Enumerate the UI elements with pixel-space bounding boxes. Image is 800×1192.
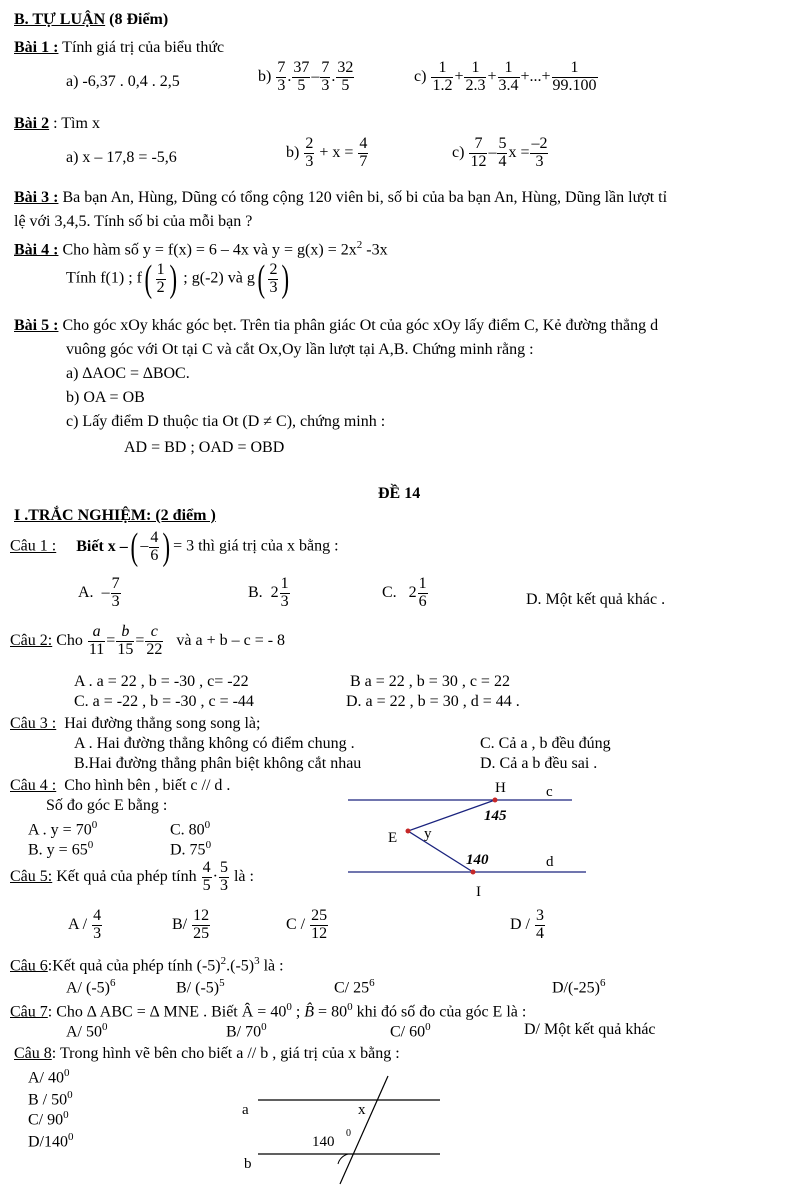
section-b-heading	[14, 12, 168, 28]
de14-title: ĐỀ 14	[378, 485, 421, 502]
cau8-option-a: A/ $40^0$	[28, 1067, 70, 1087]
bai5-a: a) ∆AOC = ∆BOC.	[66, 365, 190, 382]
cau2-option-c: C. a = -22 , b = -30 , c = -44	[74, 693, 254, 710]
label-e: E	[388, 830, 398, 846]
label-h: H	[495, 780, 506, 796]
cau6-option-c: C/ $25^6$	[334, 977, 375, 997]
cau4-option-d: D. $75^0$	[170, 839, 212, 859]
cau1-option-b: B. 2 $\frac{1}{3}$	[248, 575, 289, 610]
cau2-option-b: B a = 22 , b = 30 , c = 22	[350, 673, 510, 690]
bai2-heading: Bài 2 : Tìm x	[14, 115, 100, 132]
cau7-option-b: B/ $70^0$	[226, 1021, 267, 1041]
bai5-c2: AD = BD ; OAD = OBD	[124, 439, 285, 456]
bai1-a: a) -6,37 . 0,4 . 2,5	[66, 73, 180, 90]
cau3-option-d: D. Cả a b đều sai .	[480, 755, 598, 772]
bai2-c: c) $\frac{7}{12}$ – $\frac{5}{4}$ x = $\frac{-2}{3}$	[452, 135, 548, 170]
bai5-line2: vuông góc với Ot tại C và cắt Ox,Oy lần lượt tại A,B. Chứng minh rằng :	[66, 341, 534, 358]
bai1-text: Tính giá trị của biểu thức	[62, 39, 225, 56]
bai1-label: Bài 1 :	[14, 39, 59, 56]
label-d: d	[546, 854, 554, 870]
label-145: 145	[484, 808, 507, 824]
cau1-option-a: A. – $\frac{7}{3}$	[78, 575, 120, 610]
bai1-heading	[14, 40, 224, 56]
section-b-title: B. TỰ LUẬN	[14, 11, 106, 28]
bai4-line1: Bài 4 : Cho hàm số y = f(x) = 6 – 4x và $y = g(x) = 2x^2$ -3x	[14, 239, 388, 259]
bai1-b: b) $\frac{7}{3}$ . $\frac{37}{5}$ – $\frac{7}{3}$ . $\frac{32}{5}$	[258, 59, 354, 94]
label-a: a	[242, 1102, 249, 1118]
cau4-option-c: C. $80^0$	[170, 819, 211, 839]
cau5-question: Câu 5: Kết quả của phép tính $\frac{4}{5}$ · $\frac{5}{3}$ là :	[10, 859, 254, 894]
bai1-c: c) $\frac{1}{1.2}$ + $\frac{1}{2.3}$ + $\frac{1}{3.4}$ +...+ $\frac{1}{99.100}$	[414, 59, 597, 94]
bai2-b: b) $\frac{2}{3}$ + x = $\frac{4}{7}$	[286, 135, 368, 170]
cau3-option-a: A . Hai đường thẳng không có điểm chung .	[74, 735, 355, 752]
cau4-option-a: A . $y = 70^0$	[28, 819, 98, 839]
angle-arc	[338, 1154, 348, 1164]
cau4-figure	[340, 776, 600, 906]
cau8-question: Câu 8: Trong hình vẽ bên cho biết a // b , giá trị của x bằng :	[14, 1045, 400, 1062]
cau4-option-b: B. $y = 65^0$	[28, 839, 94, 859]
cau4-q: Số đo góc E bằng :	[46, 797, 168, 814]
label-c: c	[546, 784, 553, 800]
cau7-option-a: A/ $50^0$	[66, 1021, 108, 1041]
cau6-option-d: $D/(-25)^6$	[552, 977, 606, 997]
cau3-option-b: B.Hai đường thẳng phân biệt không cắt nhau	[74, 755, 362, 772]
de14-section1: I .TRẮC NGHIỆM: (2 điểm )	[14, 507, 216, 524]
cau4-question: Câu 4 : Cho hình bên , biết c // d .	[10, 777, 231, 794]
cau8-option-b: B / $50^0$	[28, 1089, 73, 1109]
label-140: 140	[466, 852, 489, 868]
label-b: b	[244, 1156, 252, 1172]
point-e	[406, 829, 411, 834]
bai3-line2: lệ với 3,4,5. Tính số bi của mỗi bạn ?	[14, 213, 253, 230]
cau8-figure	[236, 1072, 456, 1190]
cau6-option-a: A/ $(-5)^6$	[66, 977, 116, 997]
bai3-line1: Bài 3 : Ba bạn An, Hùng, Dũng có tổng cộng 120 viên bi, số bi của ba bạn An, Hùng, Dũng lần lượt tỉ	[14, 189, 668, 206]
bai5-b: b) OA = OB	[66, 389, 145, 406]
cau3-question: Câu 3 : Hai đường thẳng song song là;	[10, 715, 261, 732]
cau6-option-b: B/ $(-5)^5$	[176, 977, 225, 997]
cau7-option-c: C/ $60^0$	[390, 1021, 431, 1041]
cau6-question: Câu 6:Kết quả của phép tính $(-5)^2.(-5)^3$ là :	[10, 955, 284, 975]
cau5-option-b: B/ $\frac{12}{25}$	[172, 907, 210, 942]
section-b-points: (8 Điểm)	[109, 11, 169, 28]
cau5-option-a: A / $\frac{4}{3}$	[68, 907, 102, 942]
cau5-option-c: C / $\frac{25}{12}$	[286, 907, 328, 942]
cau2-option-d: D. a = 22 , b = 30 , d = 44 .	[346, 693, 520, 710]
bai5-line1: Bài 5 : Cho góc xOy khác góc bẹt. Trên tia phân giác Ot của góc xOy lấy điểm C, Kẻ đường thẳng d	[14, 317, 659, 334]
label-140: 140	[312, 1134, 335, 1150]
cau7-question: Câu 7: Cho ∆ ABC = ∆ MNE . Biết Â = $40^0$ ; B̂ = $80^0$ khi đó số đo của góc E là :	[10, 1001, 527, 1021]
cau1-option-c: C. 2 $\frac{1}{6}$	[382, 575, 427, 610]
bai2-a: a) x – 17,8 = -5,6	[66, 149, 177, 166]
label-i: I	[476, 884, 481, 900]
point-i	[471, 870, 476, 875]
cau1-question: Câu 1 : Biết x –( – $\frac{4}{6}$ ) = 3 thì giá trị của x bằng :	[10, 526, 339, 568]
label-deg: 0	[346, 1128, 351, 1139]
label-y: y	[424, 826, 432, 842]
point-h	[493, 798, 498, 803]
cau1-option-d: D. Một kết quả khác .	[526, 591, 666, 608]
cau5-option-d: D / $\frac{3}{4}$	[510, 907, 544, 942]
cau2-question: Câu 2: Cho $\frac{a}{11}$ = $\frac{b}{15}$ = $\frac{c}{22}$ và a + b – c = - 8	[10, 623, 286, 658]
bai4-line2: Tính f(1) ; f( $\frac{1}{2}$ ) ; g(-2) và g( $\frac{2}{3}$ )	[66, 258, 290, 300]
cau8-option-d: $D/140^0$	[28, 1131, 74, 1151]
label-x: x	[358, 1102, 366, 1118]
cau8-option-c: C/ $90^0$	[28, 1109, 69, 1129]
cau3-option-c: C. Cả a , b đều đúng	[480, 735, 611, 752]
cau7-option-d: D/ Một kết quả khác	[524, 1021, 656, 1038]
bai5-c: c) Lấy điểm D thuộc tia Ot (D ≠ C), chứng minh :	[66, 413, 386, 430]
cau2-option-a: A . a = 22 , b = -30 , c= -22	[74, 673, 249, 690]
